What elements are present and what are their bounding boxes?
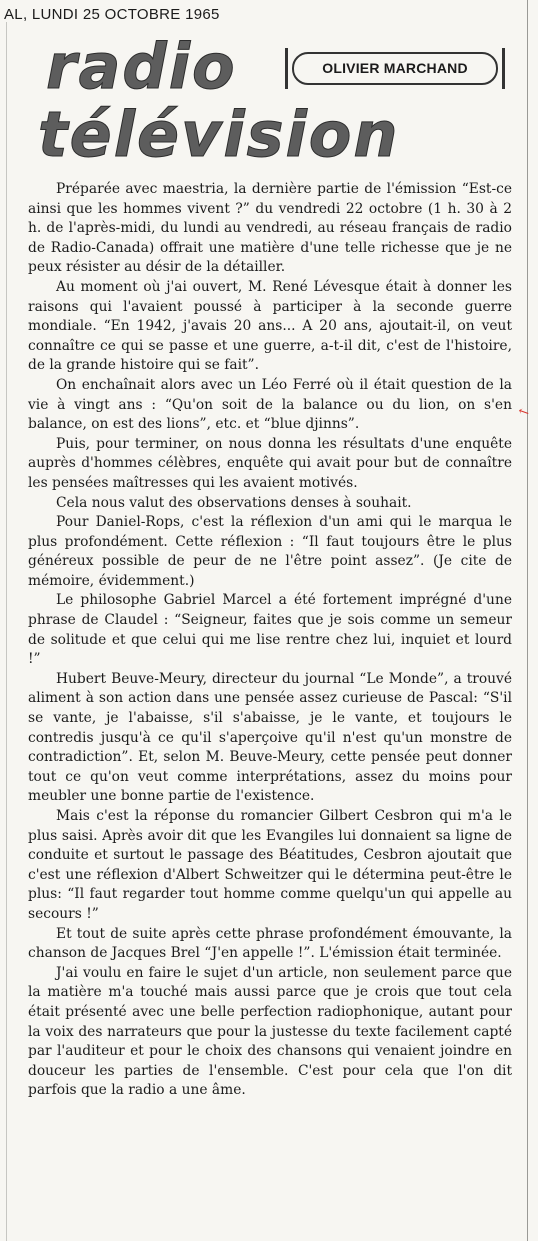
section-title-radio: radio [46, 30, 237, 103]
paragraph: Puis, pour terminer, on nous donna les résultats d'une enquête auprès d'hommes célèbres, enquête qui avait pour but de connaître les pensées maîtresses qui les avaient motivés. [28, 435, 512, 491]
paragraph: On enchaînait alors avec un Léo Ferré où il était question de la vie à vingt ans : “Qu'on soit de la balance ou du lion, on s'en balance, on est des lions”, etc. et “blue djinns”. [28, 376, 512, 433]
paragraph: Au moment où j'ai ouvert, M. René Lévesque était à donner les raisons qui l'avaient poussé à participer à la seconde guerre mondiale. “En 1942, j'avais 20 ans... A 20 ans, ajoutait-il, on veut connaître ce qui se passe et une guerre, a-t-il dit, c'est de l'histoire, de la grande histoire qui se fait”. [28, 278, 512, 374]
paragraph: Cela nous valut des observations denses à souhait. [56, 494, 412, 511]
paragraph: J'ai voulu en faire le sujet d'un article, non seulement parce que la matière m'a touché mais aussi parce que je crois que tout cela était présenté avec une belle perfection radiophonique, autant pour la voix des narrateurs que pour la justesse du texte facilement capté par l'auditeur et pour le choix des chansons qui venaient joindre en douceur les parties de l'ensemble. C'est pour cela que l'on dit parfois que la radio a une âme. [28, 964, 512, 1099]
paragraph: Hubert Beuve-Meury, directeur du journal “Le Monde”, a trouvé aliment à son action dans une pensée assez curieuse de Pascal: “S'il se vante, je l'abaisse, s'il s'abaisse, je le vante, et toujours le contredis jusqu'à ce qu'il s'aperçoive qu'il n'est qu'un monstre de contradiction”. Et, selon M. Beuve-Meury, cette pensée peut donner tout ce qu'on veut comme interprétations, assez du moins pour meubler une bonne partie de l'existence. [28, 670, 512, 805]
article-body [28, 180, 512, 1101]
section-title-television: télévision [38, 98, 400, 171]
paragraph: Préparée avec maestria, la dernière partie de l'émission “Est-ce ainsi que les hommes vivent ?” du vendredi 22 octobre (1 h. 30 à 2 h. de l'après-midi, du lundi au vendredi, au réseau français de radio de Radio-Canada) offrait une matière d'une telle richesse que je ne peux résister au désir de la détailler. [28, 181, 512, 276]
column-rule-left [6, 22, 7, 1241]
paragraph: Le philosophe Gabriel Marcel a été fortement imprégné d'une phrase de Claudel : “Seigneur, faites que je sois comme un semeur de solitude et que celui qui me lise rentre chez lui, inquiet et lourd !” [28, 592, 512, 668]
column-rule-right [527, 0, 528, 1241]
paragraph: Pour Daniel-Rops, c'est la réflexion d'un ami qui le marqua le plus profondément. Cette réflexion : “Il faut toujours être le plus généreux possible de peur de ne l'être point assez”. (Je cite de mémoire, évidemment.) [28, 514, 512, 589]
paragraph: Mais c'est la réponse du romancier Gilbert Cesbron qui m'a le plus saisi. Après avoir dit que les Evangiles lui donnaient sa ligne de conduite et surtout le passage des Béatitudes, Cesbron ajoutait que c'est une réflexion d'Albert Schweitzer qui le détermina peut-être le plus: “Il faut regarder tout homme comme quelqu'un qui appelle au secours !” [28, 808, 512, 922]
paragraph: Et tout de suite après cette phrase profondément émouvante, la chanson de Jacques Brel “J'en appelle !”. L'émission était terminée. [28, 925, 512, 962]
red-arrow-mark-icon: ← [515, 403, 532, 422]
byline-box: OLIVIER MARCHAND [292, 52, 498, 85]
dateline: AL, LUNDI 25 OCTOBRE 1965 [4, 6, 220, 23]
